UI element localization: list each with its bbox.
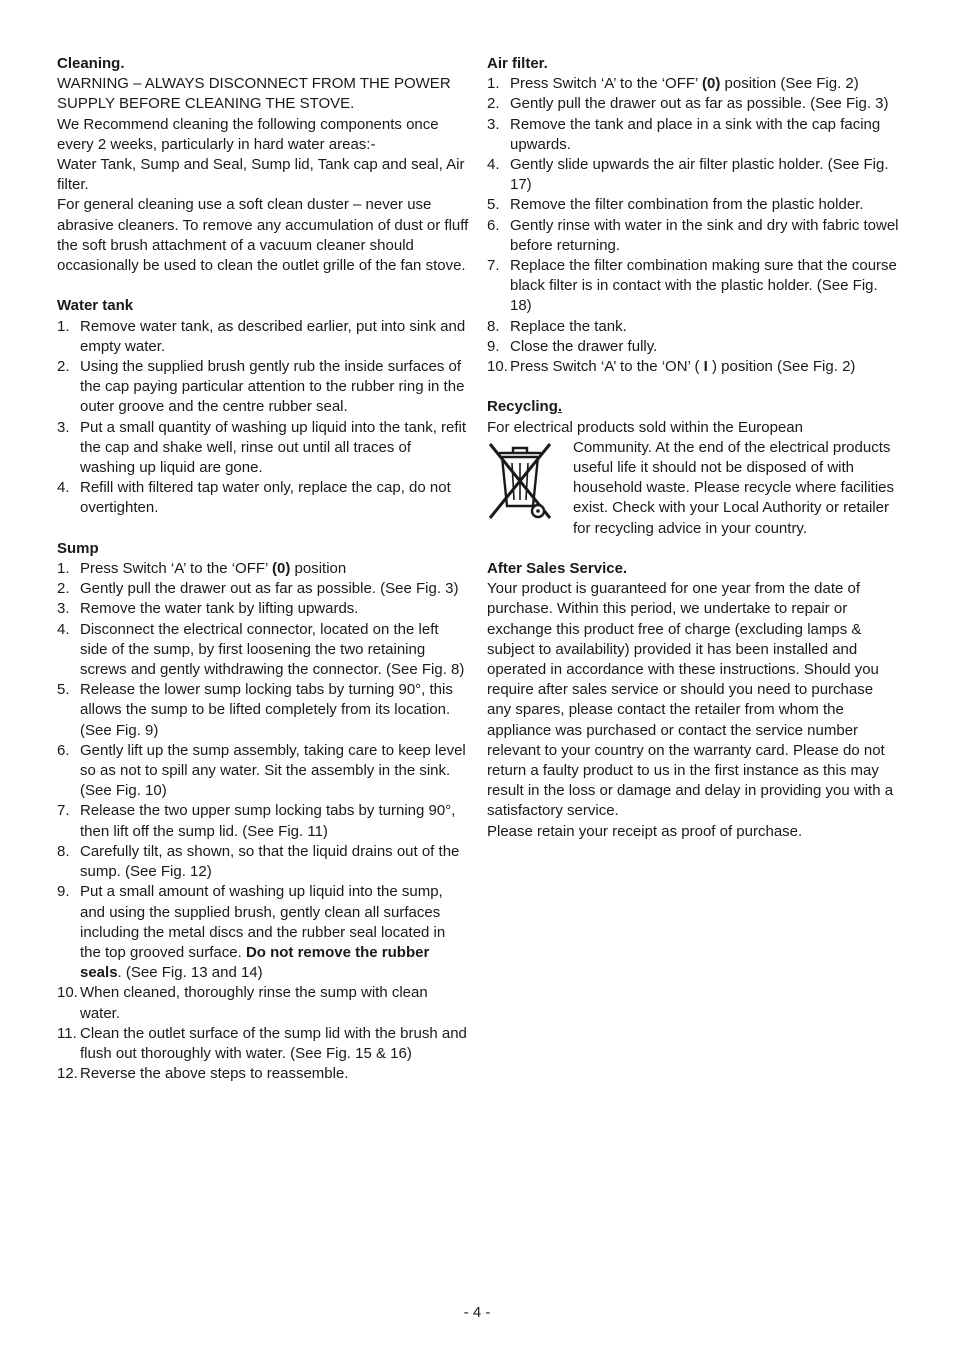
- step-number: 10.: [57, 984, 78, 1002]
- right-column: [487, 54, 901, 842]
- step-text: position (See Fig. 2): [720, 75, 859, 93]
- air-filter-steps: [487, 74, 901, 377]
- cleaning-warning-line1: WARNING – ALWAYS DISCONNECT FROM THE POWER: [57, 75, 451, 93]
- step-text: Gently pull the drawer out as far as possible. (See Fig. 3): [510, 95, 889, 113]
- step-text: Put a small quantity of washing up liquid into the tank, refit the cap and shake well, rinse out until all traces of washing up liquid are gone.: [80, 418, 467, 477]
- step-number: 9.: [57, 883, 70, 901]
- step-text: Close the drawer fully.: [510, 337, 658, 355]
- step-text: Remove water tank, as described earlier, put into sink and empty water.: [80, 317, 466, 355]
- step-number: 2.: [487, 95, 500, 113]
- list-item: [57, 357, 469, 418]
- list-item: [487, 317, 901, 337]
- after-sales-heading: After Sales Service.: [487, 560, 628, 578]
- step-text: Release the two upper sump locking tabs by turning 90°, then lift off the sump lid. (See Fig. 11): [80, 802, 456, 840]
- step-number: 2.: [57, 358, 70, 376]
- step-text: Using the supplied brush gently rub the inside surfaces of the cap paying particular attention to the rubber ring in the outer groove and the centre rubber seal.: [80, 358, 465, 416]
- list-item: [57, 842, 469, 882]
- step-text: Refill with filtered tap water only, replace the cap, do not overtighten.: [80, 479, 451, 517]
- air-filter-heading: Air filter.: [487, 55, 548, 72]
- step-text: Gently rinse with water in the sink and dry with fabric towel before returning.: [510, 216, 899, 254]
- step-number: 10.: [487, 358, 508, 376]
- step-text-bold: (0): [702, 75, 721, 93]
- step-number: 4.: [487, 156, 500, 174]
- recycling-heading: [487, 397, 901, 417]
- step-text: Disconnect the electrical connector, located on the left side of the sump, by first loosening the two retaining screws and gently withdrawing the connector. (See Fig. 8): [80, 620, 465, 679]
- step-text: Remove the tank and place in a sink with the cap facing upwards.: [510, 115, 881, 153]
- crossed-out-wheelie-bin-icon: [487, 440, 553, 522]
- water-tank-steps: [57, 317, 469, 519]
- list-item: [487, 155, 901, 195]
- sump-heading: Sump: [57, 539, 99, 557]
- cleaning-heading: Cleaning.: [57, 55, 125, 72]
- step-text: Gently lift up the sump assembly, taking care to keep level so as not to spill any water. Sit the assembly in the sink. (See Fig. 10): [80, 741, 466, 800]
- step-text: Replace the filter combination making sure that the course black filter is in contact with the plastic holder. (See Fig. 18): [510, 257, 897, 315]
- step-number: 11.: [57, 1024, 77, 1042]
- recycling-heading-text: Recycling: [487, 398, 558, 416]
- step-text: When cleaned, thoroughly rinse the sump with clean water.: [80, 984, 428, 1022]
- step-number: 7.: [57, 802, 70, 820]
- list-item: [487, 195, 901, 215]
- after-sales-body: Your product is guaranteed for one year from the date of purchase. Within this period, we undertake to repair or exchange this product free of charge (excluding lamps & subject to availability) provided it has been installed and operated in accordance with these instructions. Should you require after sales service or should you need to purchase any spares, please contact the retailer from whom the appliance was purchased or contact the service number relevant to your country on the warranty card. Please do not return a faulty product to us in the first instance as this may result in the loss or damage and delay in providing you with a satisfactory service.: [487, 580, 894, 820]
- step-text: . (See Fig. 13 and 14): [117, 964, 263, 982]
- left-column: [57, 54, 469, 1084]
- cleaning-warning-line2: SUPPLY BEFORE CLEANING THE STOVE.: [57, 95, 355, 113]
- list-item: [57, 882, 469, 983]
- step-number: 7.: [487, 257, 500, 275]
- list-item: [57, 559, 469, 579]
- list-item: [57, 599, 469, 619]
- list-item: [57, 983, 469, 1023]
- list-item: [487, 337, 901, 357]
- list-item: [57, 620, 469, 681]
- step-text: Put a small amount of washing up liquid into the sump, and using the supplied brush, gently clean all surfaces including the metal discs and the rubber seal located in the top grooved surface.: [80, 883, 446, 961]
- step-number: 4.: [57, 479, 70, 497]
- list-item: [487, 216, 901, 256]
- step-number: 1.: [57, 317, 70, 335]
- step-number: 9.: [487, 337, 500, 355]
- step-number: 1.: [57, 560, 70, 578]
- list-item: [57, 1064, 469, 1084]
- step-text-bold: (0): [272, 560, 291, 578]
- step-number: 8.: [57, 842, 70, 860]
- recycling-line1: For electrical products sold within the European: [487, 418, 803, 436]
- step-text-bold: I: [703, 358, 708, 376]
- step-text: Press Switch ‘A’ to the ‘OFF’: [80, 560, 272, 578]
- step-text: ) position (See Fig. 2): [707, 358, 856, 376]
- recycling-heading-suffix: .: [557, 398, 563, 416]
- step-text-bold: Do not remove the rubber seals: [80, 943, 430, 982]
- page-number: - 4 -: [463, 1304, 491, 1321]
- list-item: [57, 1024, 469, 1064]
- after-sales-retain: Please retain your receipt as proof of purchase.: [487, 822, 803, 840]
- step-text: Carefully tilt, as shown, so that the liquid drains out of the sump. (See Fig. 12): [80, 842, 460, 881]
- step-number: 5.: [57, 681, 70, 699]
- step-text: position: [290, 560, 347, 578]
- list-item: [487, 115, 901, 155]
- list-item: [57, 741, 469, 802]
- list-item: [487, 94, 901, 114]
- step-text: Gently slide upwards the air filter plastic holder. (See Fig. 17): [510, 156, 889, 194]
- sump-steps: [57, 559, 469, 1084]
- step-number: 8.: [487, 317, 500, 335]
- step-text: Remove the water tank by lifting upwards.: [80, 600, 359, 618]
- step-text: Press Switch ‘A’ to the ‘ON’ (: [510, 358, 704, 376]
- list-item: [487, 256, 901, 317]
- step-text: Press Switch ‘A’ to the ‘OFF’: [510, 75, 702, 93]
- step-number: 2.: [57, 580, 70, 598]
- step-number: 3.: [487, 115, 500, 133]
- step-text: Clean the outlet surface of the sump lid with the brush and flush out thoroughly with water. (See Fig. 15 & 16): [80, 1024, 467, 1062]
- list-item: [57, 478, 469, 518]
- list-item: [57, 579, 469, 599]
- step-number: 5.: [487, 196, 500, 214]
- step-text: Gently pull the drawer out as far as possible. (See Fig. 3): [80, 580, 459, 598]
- step-number: 3.: [57, 600, 70, 618]
- cleaning-general: For general cleaning use a soft clean duster – never use abrasive cleaners. To remove any accumulation of dust or fluff the soft brush attachment of a vacuum cleaner should occasionally be used to clean the outlet grille of the fan stove.: [57, 196, 469, 275]
- list-item: [57, 680, 469, 741]
- recycling-block: [487, 418, 901, 539]
- step-text: Release the lower sump locking tabs by turning 90°, this allows the sump to be lifted completely from its location. (See Fig. 9): [80, 681, 453, 739]
- step-number: 1.: [487, 75, 500, 93]
- step-text: Reverse the above steps to reassemble.: [80, 1065, 349, 1083]
- list-item: [487, 74, 901, 94]
- step-text: Replace the tank.: [510, 317, 627, 335]
- list-item: [57, 418, 469, 479]
- list-item: [57, 317, 469, 357]
- step-text: Remove the filter combination from the plastic holder.: [510, 196, 864, 214]
- step-number: 4.: [57, 620, 70, 638]
- step-number: 12.: [57, 1065, 78, 1083]
- cleaning-recommend: We Recommend cleaning the following components once every 2 weeks, particularly in hard water areas:-: [57, 115, 439, 153]
- step-number: 3.: [57, 418, 70, 436]
- cleaning-components: Water Tank, Sump and Seal, Sump lid, Tank cap and seal, Air filter.: [57, 156, 465, 194]
- water-tank-heading: Water tank: [57, 297, 134, 315]
- step-number: 6.: [57, 741, 70, 759]
- step-number: 6.: [487, 216, 500, 234]
- list-item: [57, 801, 469, 841]
- list-item: [487, 357, 901, 377]
- recycling-body: Community. At the end of the electrical products useful life it should not be disposed of with household waste. Please recycle where facilities exist. Check with your Local Authority or retailer for recycling advice in your country.: [573, 438, 894, 537]
